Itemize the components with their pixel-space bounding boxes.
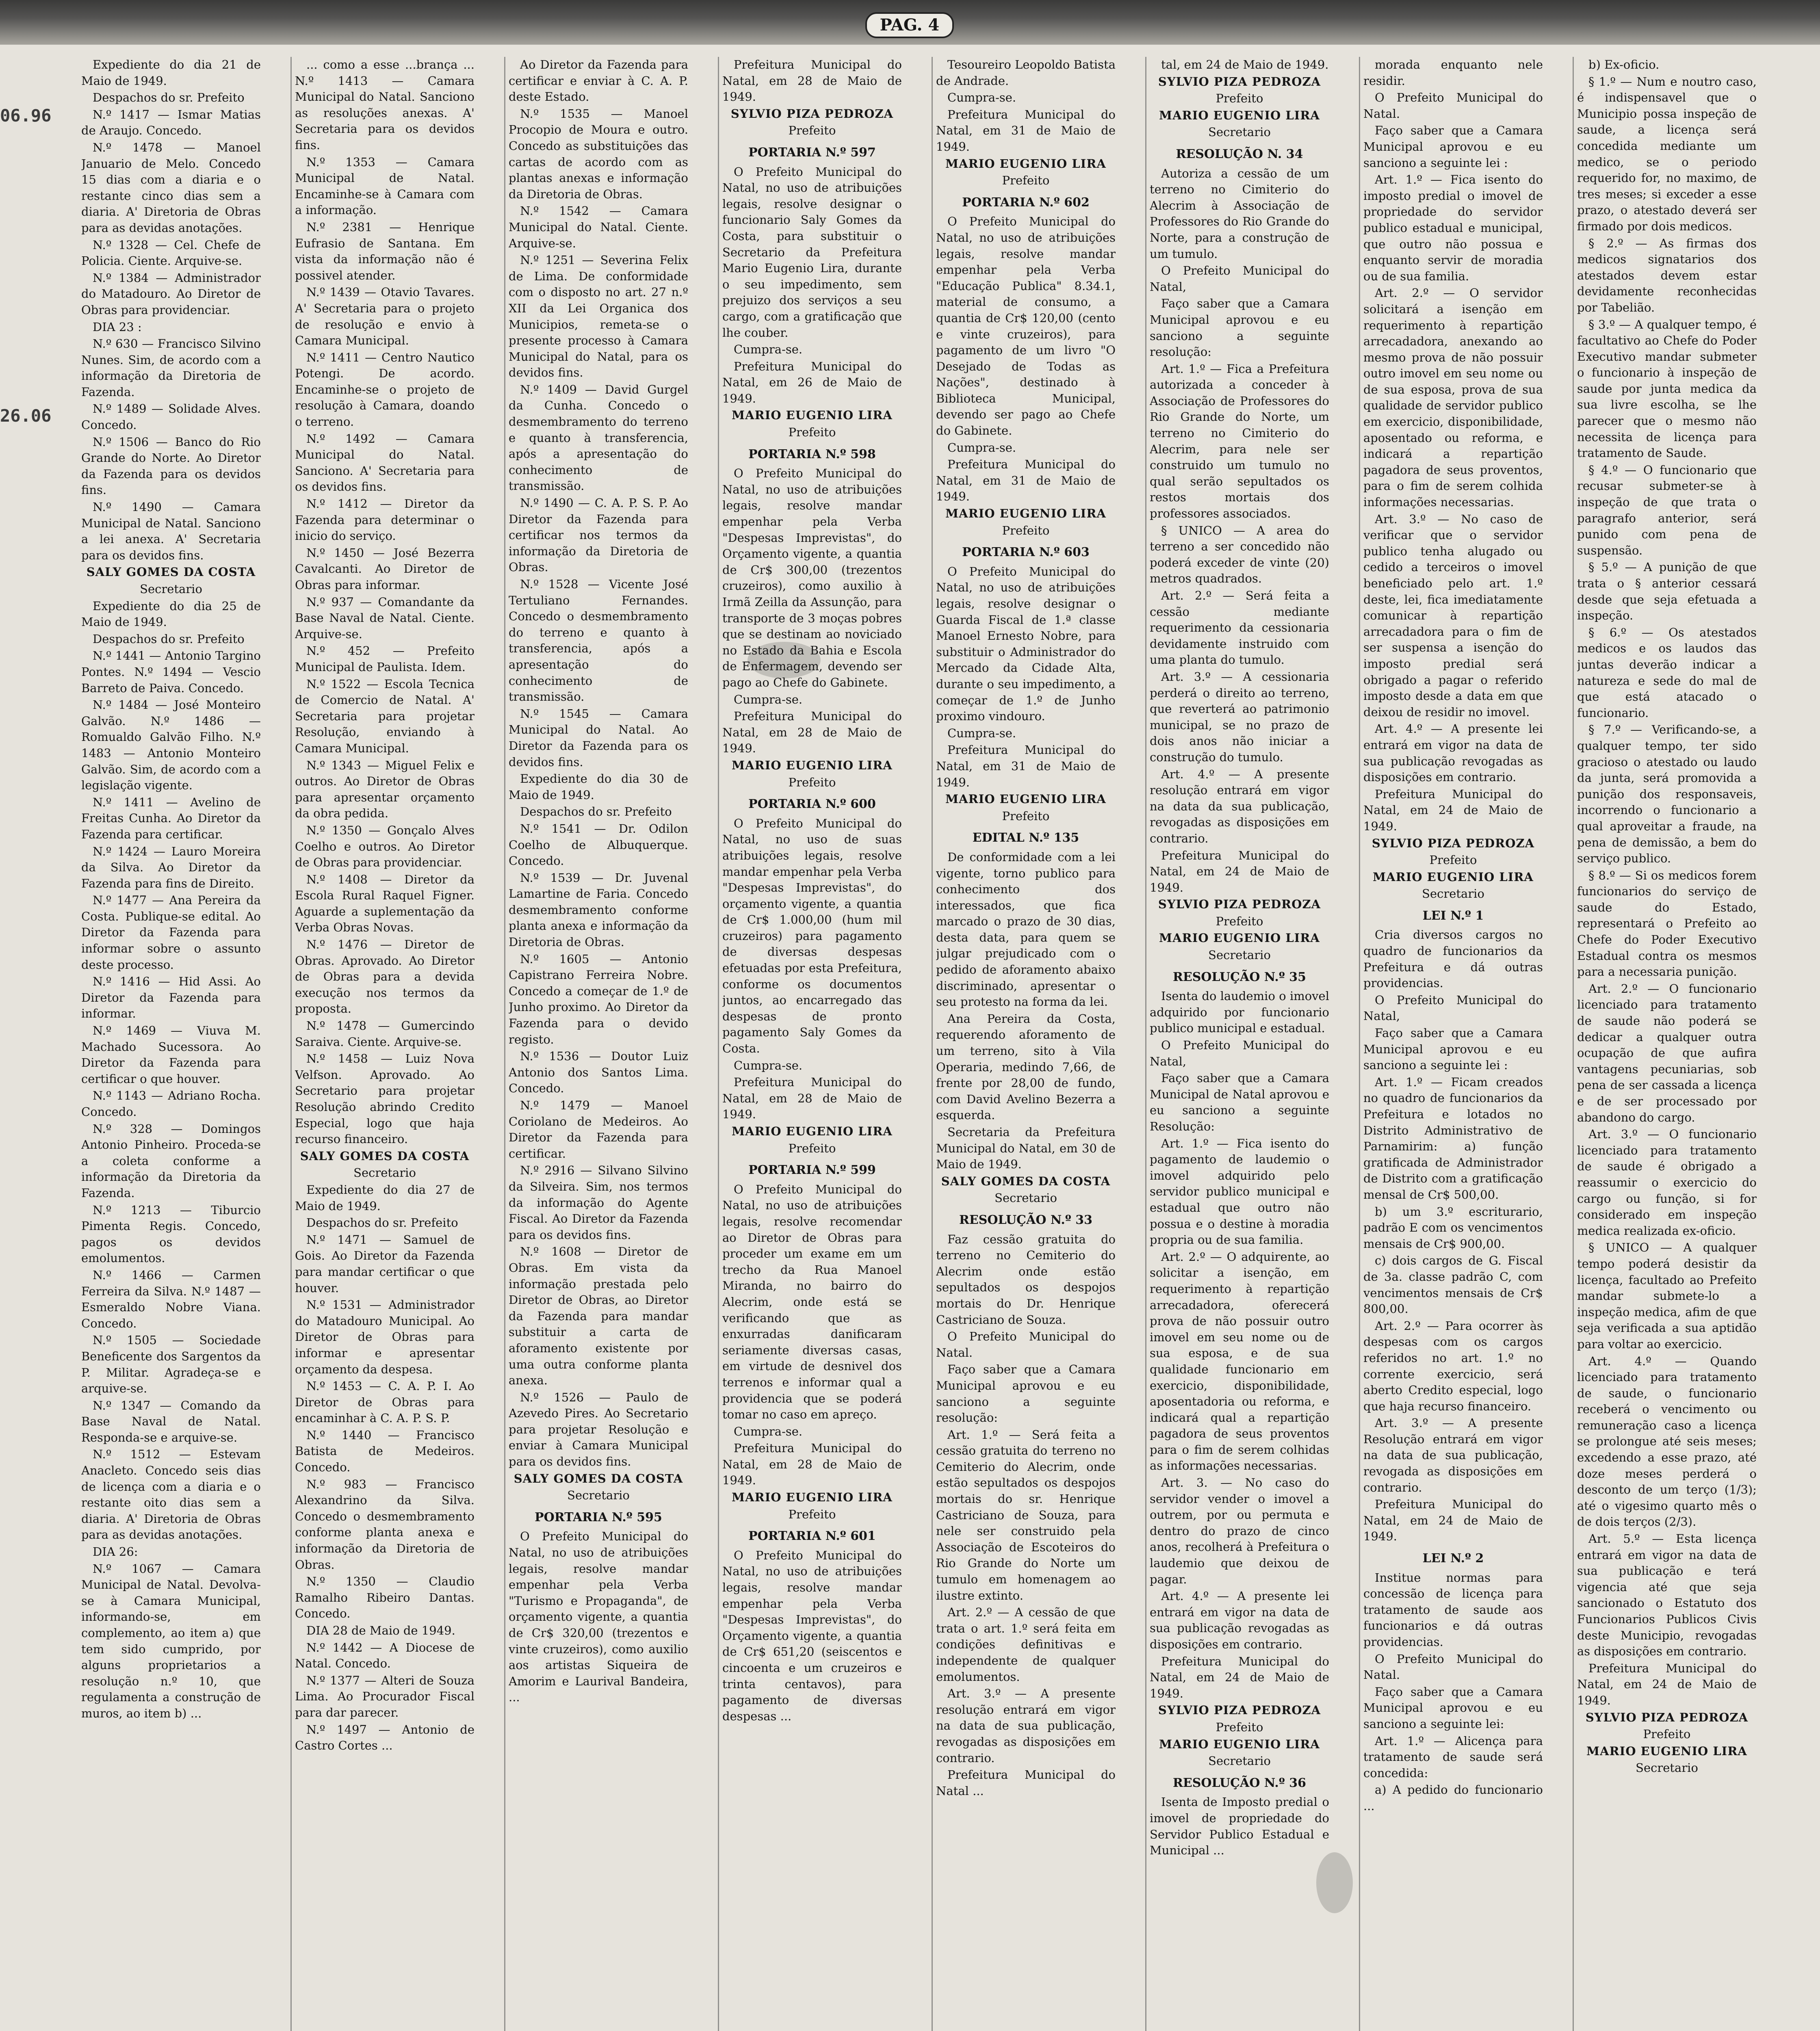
paragraph: Art. 1.º — Ficam creados no quadro de funcionarios da Prefeitura e lotados no Distrito Administrativo de Parnamirim: a) função gratificada de Administrador de Distrito com a gratificação mensal de Cr$ 500,00.: [1363, 1075, 1543, 1202]
paragraph: N.º 1478 — Manoel Januario de Melo. Concedo 15 dias com a diaria e o restante cinco dias sem a diaria. A' Diretoria de Obras para as devidas anotações.: [81, 140, 261, 235]
signature-title: Prefeito: [1429, 853, 1477, 867]
paragraph: DIA 26:: [93, 1545, 138, 1559]
paragraph: Prefeitura Municipal do Natal, em 31 de Maio de 1949.: [936, 457, 1116, 504]
signature-title: Prefeito: [1216, 1720, 1263, 1734]
paragraph: O Prefeito Municipal do Natal, no uso de atribuições legais, resolve mandar empenhar pela Verba "Despesas Imprevistas", do Orçamento vigente, a quantia de Cr$ 300,00 (trezentos cruzeiros), como auxilio à Irmã Zeilla da Assunção, para transporte de 3 moças pobres que se destinam ao noviciado no Estado da Bahia e Escola de Enfermagem, devendo ser pago ao Chefe do Gabinete.: [722, 466, 902, 689]
paragraph: Despachos do sr. Prefeito: [93, 632, 245, 646]
paragraph: N.º 1458 — Luiz Nova Velfson. Aprovado. Ao Secretario para projetar Resolução abrindo Credito Especial, logo que haja recurso financeiro.: [295, 1052, 474, 1146]
paragraph: N.º 1408 — Diretor da Escola Rural Raquel Figner. Aguarde a suplementação da Verba Obras Novas.: [295, 872, 474, 935]
paragraph: § 6.º — Os atestados medicos e os laudos das juntas deverão indicar a natureza e sede do mal de que está atacado o funcionario.: [1577, 625, 1757, 720]
paragraph: N.º 1490 — Camara Municipal de Natal. Sanciono a lei anexa. A' Secretaria para os devidos fins.: [81, 500, 261, 562]
paragraph: N.º 1417 — Ismar Matias de Araujo. Concedo.: [81, 107, 261, 138]
column-6: [1150, 57, 1329, 2031]
paragraph: Art. 3.º — A presente Resolução entrará em vigor na data de sua publicação, revogada as disposições em contrario.: [1363, 1416, 1543, 1494]
column-3: [509, 57, 688, 2031]
column-7: [1363, 57, 1543, 2031]
paragraph: Art. 1.º — Fica isento do pagamento de laudemio o imovel adquirido pelo servidor publico municipal e estadual que outro não possua e o destine à moradia propria ou de sua familia.: [1150, 1136, 1329, 1247]
paragraph: Prefeitura Municipal do Natal, em 24 de Maio de 1949.: [1363, 787, 1543, 833]
paragraph: Art. 4.º — A presente lei entrará em vigor na data de sua publicação revogadas as disposições em contrario.: [1150, 1589, 1329, 1651]
paragraph: Prefeitura Municipal do Natal, em 28 de Maio de 1949.: [722, 1075, 902, 1122]
signature-title: Secretario: [1208, 1754, 1271, 1768]
signature-name: SALY GOMES DA COSTA: [514, 1471, 683, 1485]
signature-name: SYLVIO PIZA PEDROZA: [1372, 836, 1535, 850]
signature-name: MARIO EUGENIO LIRA: [945, 507, 1106, 521]
section-heading: RESOLUÇÃO N.º 33: [959, 1213, 1093, 1227]
section-heading: PORTARIA N.º 603: [962, 545, 1090, 560]
paragraph: Cumpra-se.: [947, 91, 1016, 105]
paragraph: O Prefeito Municipal do Natal,: [1150, 264, 1329, 294]
signature-title: Prefeito: [1216, 91, 1263, 106]
paragraph: O Prefeito Municipal do Natal.: [1363, 1652, 1543, 1682]
paragraph: De conformidade com a lei vigente, torno publico para conhecimento dos interessados, que fica marcado o prazo de 30 dias, desta data, para quem se julgar prejudicado com o pedido de aforamento abaixo discriminado, apresentar o seu protesto na forma da lei.: [936, 850, 1116, 1009]
section-heading: PORTARIA N.º 595: [535, 1510, 662, 1524]
signature-title: Secretario: [567, 1488, 630, 1503]
paragraph: N.º 1350 — Gonçalo Alves Coelho e outros. Ao Diretor de Obras para providenciar.: [295, 823, 474, 870]
paragraph: O Prefeito Municipal do Natal, no uso de suas atribuições legais, resolve mandar empenhar pela Verba "Despesas Imprevistas", do orçamento vigente, a quantia de Cr$ 1.000,00 (hum mil cruzeiros) para pagamento de diversas despesas efetuadas por esta Prefeitura, conforme os documentos juntos, ao encarregado das despesas de pronto pagamento Saly Gomes da Costa.: [722, 816, 902, 1056]
paragraph: N.º 1350 — Claudio Ramalho Ribeiro Dantas. Concedo.: [295, 1574, 474, 1621]
paragraph: N.º 1608 — Diretor de Obras. Em vista da informação prestada pelo Diretor de Obras, ao Diretor da Fazenda para mandar substituir a carta de aforamento existente por uma outra conforme planta anexa.: [509, 1245, 688, 1388]
paragraph: ... como a esse ...brança ... N.º 1413 — Camara Municipal do Natal. Sanciono as resoluções anexas. A' Secretaria para os devidos fins.: [295, 58, 474, 152]
paragraph: N.º 1476 — Diretor de Obras. Aprovado. Ao Diretor de Obras para a devida execução nos termos da proposta.: [295, 938, 474, 1016]
signature-title: Prefeito: [788, 123, 836, 138]
paragraph: N.º 452 — Prefeito Municipal de Paulista. Idem.: [295, 644, 474, 674]
paragraph: Expediente do dia 30 de Maio de 1949.: [509, 772, 688, 802]
signature-title: Prefeito: [1216, 914, 1263, 928]
section-heading: RESOLUÇÃO N.º 35: [1172, 970, 1306, 984]
paragraph: Art. 4.º — A presente lei entrará em vigor na data de sua publicação revogadas as disposições em contrario.: [1363, 722, 1543, 784]
paragraph: Art. 3.º — No caso de verificar que o servidor publico tenha alugado ou cedido a terceiros o imovel beneficiado pelo art. 1.º deste, lei, fica imediatamente comunicar à repartição arrecadadora para o fim de ser suspensa a isenção do imposto predial será obrigado a pagar o referido imposto desde a data em que deixou de residir no imovel.: [1363, 512, 1543, 719]
signature-title: Prefeito: [788, 775, 836, 789]
paragraph: N.º 1484 — José Monteiro Galvão. N.º 1486 — Romualdo Galvão Filho. N.º 1483 — Antonio Monteiro Galvão. Sim, de acordo com a legislação vigente.: [81, 698, 261, 792]
signature-title: Prefeito: [1002, 809, 1050, 823]
column-5: [936, 57, 1116, 2031]
paragraph: Institue normas para concessão de licença para tratamento de saude aos funcionarios e dá outras providencias.: [1363, 1570, 1543, 1649]
column-rule: [932, 57, 933, 2031]
signature-name: MARIO EUGENIO LIRA: [1373, 870, 1534, 884]
paragraph: Art. 2.º — O adquirente, ao solicitar a isenção, em requerimento à repartição arrecadadora, oferecerá prova de não possuir outro imovel em seu nome ou de sua esposa, e de sua qualidade funcionario em exercicio, disponibilidade, aposentadoria ou reforma, e indicará qual a repartição pagadora de seus proventos para o fim de serem colhidas as informações necessarias.: [1150, 1249, 1329, 1473]
paragraph: N.º 1522 — Escola Tecnica de Comercio de Natal. A' Secretaria para projetar Resolução, enviando à Camara Municipal.: [295, 677, 474, 755]
paragraph: N.º 1490 — C. A. P. S. P. Ao Diretor da Fazenda para certificar nos termos da informação da Diretoria de Obras.: [509, 496, 688, 574]
paragraph: N.º 630 — Francisco Silvino Nunes. Sim, de acordo com a informação da Diretoria de Fazenda.: [81, 337, 261, 399]
paragraph: Art. 2.º — Para ocorrer às despesas com os cargos referidos no art. 1.º no corrente exercicio, será aberto Credito especial, logo que haja recurso financeiro.: [1363, 1319, 1543, 1413]
paragraph: N.º 2916 — Silvano Silvino da Silveira. Sim, nos termos da informação do Agente Fiscal. Ao Diretor da Fazenda para os devidos fins.: [509, 1163, 688, 1242]
paragraph: Prefeitura Municipal do Natal, em 24 de Maio de 1949.: [1363, 1497, 1543, 1544]
signature-title: Prefeito: [1002, 173, 1050, 188]
paragraph: N.º 1497 — Antonio de Castro Cortes ...: [295, 1722, 474, 1753]
paragraph: N.º 1424 — Lauro Moreira da Silva. Ao Diretor da Fazenda para fins de Direito.: [81, 844, 261, 890]
signature-title: Secretario: [140, 582, 202, 596]
paragraph: Art. 2.º — Será feita a cessão mediante requerimento da cessionaria devidamente instruido com uma planta do tumulo.: [1150, 589, 1329, 667]
paragraph: N.º 1251 — Severina Felix de Lima. De conformidade com o disposto no art. 27 n.º XII da Lei Organica dos Municipios, remeta-se o presente processo à Camara Municipal do Natal, para os devidos fins.: [509, 253, 688, 380]
paragraph: Faz cessão gratuita do terreno no Cemiterio do Alecrim onde estão sepultados os despojos mortais do Dr. Henrique Castriciano de Souza.: [936, 1232, 1116, 1327]
paragraph: § UNICO — A qualquer tempo poderá desistir da licença, facultado ao Prefeito mandar submete-lo a inspeção medica, afim de que seja verificada a sua aptidão para voltar ao exercicio.: [1577, 1241, 1757, 1351]
paragraph: Prefeitura Municipal do Natal, em 28 de Maio de 1949.: [722, 1441, 902, 1488]
paragraph: N.º 1505 — Sociedade Beneficente dos Sargentos da P. Militar. Agradeça-se e arquive-se.: [81, 1333, 261, 1396]
signature-name: SYLVIO PIZA PEDROZA: [730, 106, 894, 121]
paragraph: N.º 1605 — Antonio Capistrano Ferreira Nobre. Concedo a começar de 1.º de Junho proximo. Ao Diretor da Fazenda para o devido registo.: [509, 952, 688, 1046]
paragraph: N.º 1377 — Alteri de Souza Lima. Ao Procurador Fiscal para dar parecer.: [295, 1673, 474, 1719]
page-number-badge: PAG. 4: [865, 12, 954, 38]
signature-title: Secretario: [353, 1166, 416, 1180]
paragraph: Prefeitura Municipal do Natal, em 26 de Maio de 1949.: [722, 359, 902, 405]
paragraph: Prefeitura Municipal do Natal ...: [936, 1768, 1116, 1798]
paragraph: N.º 1440 — Francisco Batista de Medeiros. Concedo.: [295, 1428, 474, 1475]
section-heading: LEI N.º 1: [1422, 908, 1484, 923]
paragraph: Prefeitura Municipal do Natal, em 24 de Maio de 1949.: [1577, 1661, 1757, 1707]
section-heading: EDITAL N.º 135: [972, 831, 1079, 845]
paragraph: N.º 1412 — Diretor da Fazenda para determinar o inicio do serviço.: [295, 497, 474, 543]
paragraph: O Prefeito Municipal do Natal, no uso de atribuições legais, resolve mandar empenhar pela Verba "Educação Publica" 8.34.1, material de consumo, a quantia de Cr$ 120,00 (cento e vinte cruzeiros), para pagamento de um livro "O Desejado de Todas as Nações", destinado à Biblioteca Municipal, devendo ser pago ao Chefe do Gabinete.: [936, 214, 1116, 438]
paragraph: Cumpra-se.: [734, 1424, 803, 1438]
paragraph: Cumpra-se.: [734, 692, 803, 706]
margin-mark: 26.06: [0, 406, 52, 426]
paragraph: N.º 1528 — Vicente José Tertuliano Fernandes. Concedo o desmembramento do terreno e quanto à transferencia, após a apresentação do conhecimento de transmissão.: [509, 577, 688, 704]
paragraph: Despachos do sr. Prefeito: [520, 805, 672, 819]
paragraph: N.º 1143 — Adriano Rocha. Concedo.: [81, 1089, 261, 1119]
paragraph: Art. 4.º — A presente resolução entrará em vigor na data da sua publicação, revogadas as disposições em contrario.: [1150, 767, 1329, 845]
paragraph: N.º 1469 — Viuva M. Machado Sucessora. Ao Diretor da Fazenda para certificar o que houver.: [81, 1024, 261, 1086]
signature-name: MARIO EUGENIO LIRA: [1159, 931, 1320, 945]
paragraph: b) Ex-oficio.: [1588, 58, 1660, 71]
paragraph: Art. 1.º — Alicença para tratamento de saude será concedida:: [1363, 1734, 1543, 1780]
column-4: [722, 57, 902, 2031]
paragraph: Art. 4.º — Quando licenciado para tratamento de saude, o funcionario receberá o vencimento ou remuneração caso a licença se prolongue até seis meses; excedendo a esse prazo, até doze meses perderá o desconto de um terço (1/3); até o vigesimo quarto mês o de dois terços (2/3).: [1577, 1354, 1757, 1529]
signature-name: SYLVIO PIZA PEDROZA: [1158, 74, 1321, 89]
signature-name: MARIO EUGENIO LIRA: [1586, 1744, 1747, 1758]
paragraph: § UNICO — A area do terreno a ser concedido não poderá exceder de vinte (20) metros quadrados.: [1150, 523, 1329, 586]
section-heading: RESOLUÇÃO N.º 36: [1172, 1776, 1306, 1790]
paragraph: Art. 3.º — A cessionaria perderá o direito ao terreno, que reverterá ao patrimonio municipal, se no prazo de dois anos não iniciar a construção do tumulo.: [1150, 669, 1329, 764]
paragraph: N.º 1453 — C. A. P. I. Ao Diretor de Obras para encaminhar à C. A. P. S. P.: [295, 1379, 474, 1425]
section-heading: PORTARIA N.º 600: [748, 797, 876, 812]
section-heading: PORTARIA N.º 598: [748, 447, 876, 461]
signature-title: Prefeito: [788, 1141, 836, 1155]
paragraph: N.º 1479 — Manoel Coriolano de Medeiros. Ao Diretor da Fazenda para certificar.: [509, 1098, 688, 1161]
paragraph: Art. 3.º — O funcionario licenciado para tratamento de saude é obrigado a reassumir o exercicio do cargo ou função, si for considerado em inspeção medica realizada ex-oficio.: [1577, 1127, 1757, 1238]
signature-name: MARIO EUGENIO LIRA: [1159, 108, 1320, 122]
paragraph: § 5.º — A punição de que trata o § anterior cessará desde que seja efetuada a inspeção.: [1577, 560, 1757, 623]
paragraph: N.º 1328 — Cel. Chefe de Policia. Ciente. Arquive-se.: [81, 238, 261, 268]
paragraph: Art. 2.º — O servidor solicitará a isenção em requerimento à repartição arrecadadora, anexando ao mesmo prova de não possuir outro imovel em seu nome ou de sua esposa, prova de sua qualidade de servidor publico em exercicio, disponibilidade, aposentado ou reforma, e indicará a repartição pagadora de seus proventos, para o fim de serem colhida informações necessarias.: [1363, 286, 1543, 509]
signature-name: MARIO EUGENIO LIRA: [945, 792, 1106, 806]
signature-name: SYLVIO PIZA PEDROZA: [1158, 897, 1321, 912]
paragraph: O Prefeito Municipal do Natal, no uso de atribuições legais, resolve mandar empenhar pela Verba "Turismo e Propaganda", de orçamento vigente, a quantia de Cr$ 320,00 (trezentos e vinte cruzeiros), como auxilio aos artistas Siqueira de Amorim e Laurival Bandeira, ...: [509, 1529, 688, 1704]
paragraph: Faço saber que a Camara Municipal de Natal aprovou e eu sanciono a seguinte Resolução:: [1150, 1071, 1329, 1133]
paragraph: Prefeitura Municipal do Natal, em 24 de Maio de 1949.: [1150, 848, 1329, 894]
paragraph: N.º 1471 — Samuel de Gois. Ao Diretor da Fazenda para mandar certificar o que houver.: [295, 1232, 474, 1295]
paragraph: Cumpra-se.: [947, 440, 1016, 455]
paragraph: O Prefeito Municipal do Natal,: [1150, 1038, 1329, 1068]
paragraph: N.º 1411 — Avelino de Freitas Cunha. Ao Diretor da Fazenda para certificar.: [81, 795, 261, 841]
paragraph: N.º 1492 — Camara Municipal do Natal. Sanciono. A' Secretaria para os devidos fins.: [295, 431, 474, 494]
paragraph: Faço saber que a Camara Municipal aprovou e eu sanciono a seguinte resolução:: [1150, 297, 1329, 359]
paragraph: N.º 1535 — Manoel Procopio de Moura e outro. Concedo as substituições das cartas de acordo com as plantas anexas e informação da Diretoria de Obras.: [509, 106, 688, 201]
paragraph: Cumpra-se.: [947, 726, 1016, 740]
paragraph: Despachos do sr. Prefeito: [306, 1216, 458, 1230]
signature-name: MARIO EUGENIO LIRA: [1159, 1737, 1320, 1751]
column-rule: [290, 57, 292, 2031]
signature-name: SYLVIO PIZA PEDROZA: [1585, 1710, 1748, 1724]
paragraph: Faço saber que a Camara Municipal aprovou e eu sanciono a seguinte lei:: [1363, 1685, 1543, 1731]
paragraph: Secretaria da Prefeitura Municipal do Natal, em 30 de Maio de 1949.: [936, 1125, 1116, 1171]
paragraph: Prefeitura Municipal do Natal, em 28 de Maio de 1949.: [722, 58, 902, 104]
signature-name: MARIO EUGENIO LIRA: [732, 1490, 893, 1505]
column-rule: [1145, 57, 1146, 2031]
paragraph: Art. 1.º — Fica isento do imposto predial o imovel de propriedade do servidor publico estadual e municipal, que outro não possua e enquanto servir de moradia ou de sua familia.: [1363, 173, 1543, 283]
section-heading: LEI N.º 2: [1422, 1551, 1484, 1566]
paragraph: N.º 1526 — Paulo de Azevedo Pires. Ao Secretario para projetar Resolução e enviar à Camara Municipal para os devidos fins.: [509, 1390, 688, 1469]
paragraph: N.º 1384 — Administrador do Matadouro. Ao Diretor de Obras para providenciar.: [81, 271, 261, 317]
paragraph: tal, em 24 de Maio de 1949.: [1161, 58, 1329, 71]
signature-title: Prefeito: [788, 1507, 836, 1521]
paragraph: N.º 328 — Domingos Antonio Pinheiro. Proceda-se a coleta conforme a informação da Diretoria da Fazenda.: [81, 1122, 261, 1200]
paragraph: N.º 937 — Comandante da Base Naval de Natal. Ciente. Arquive-se.: [295, 595, 474, 641]
paragraph: O Prefeito Municipal do Natal, no uso de atribuições legais, resolve designar o Guarda Fiscal de 1.ª classe Manoel Ernesto Nobre, para substituir o Administrador do Mercado da Cidade Alta, durante o seu impedimento, a começar de 1.º de Junho proximo vindouro.: [936, 564, 1116, 723]
paragraph: Expediente do dia 21 de Maio de 1949.: [81, 58, 261, 88]
paragraph: Isenta do laudemio o imovel adquirido por funcionario publico municipal e estadual.: [1150, 989, 1329, 1035]
column-1: [81, 57, 261, 2031]
paragraph: O Prefeito Municipal do Natal, no uso de atribuições legais, resolve mandar empenhar pela Verba "Despesas Imprevistas", do Orçamento vigente, a quantia de Cr$ 651,20 (seiscentos e cincoenta e um cruzeiros e trinta centavos), para pagamento de diversas despesas ...: [722, 1548, 902, 1723]
section-heading: PORTARIA N.º 601: [748, 1529, 876, 1544]
signature-title: Prefeito: [1643, 1727, 1691, 1741]
section-heading: RESOLUÇÃO N. 34: [1176, 147, 1303, 161]
signature-name: MARIO EUGENIO LIRA: [732, 758, 893, 772]
column-rule: [1359, 57, 1360, 2031]
paragraph: DIA 23 :: [93, 320, 142, 334]
paragraph: Prefeitura Municipal do Natal, em 24 de Maio de 1949.: [1150, 1654, 1329, 1700]
paragraph: c) dois cargos de G. Fiscal de 3a. classe padrão C, com vencimentos mensais de Cr$ 800,00.: [1363, 1254, 1543, 1316]
signature-title: Prefeito: [788, 425, 836, 440]
paragraph: Cumpra-se.: [734, 1058, 803, 1072]
paragraph: N.º 1539 — Dr. Juvenal Lamartine de Faria. Concedo desmembramento conforme planta anexa e informação da Diretoria de Obras.: [509, 870, 688, 949]
paragraph: O Prefeito Municipal do Natal.: [936, 1329, 1116, 1360]
signature-name: SALY GOMES DA COSTA: [300, 1149, 470, 1163]
paragraph: N.º 1450 — José Bezerra Cavalcanti. Ao Diretor de Obras para informar.: [295, 546, 474, 592]
paragraph: N.º 1477 — Ana Pereira da Costa. Publique-se edital. Ao Diretor da Fazenda para informar sobre o assunto deste processo.: [81, 893, 261, 972]
paragraph: Faço saber que a Camara Municipal aprovou e eu sanciono a seguinte lei :: [1363, 1026, 1543, 1072]
paragraph: Tesoureiro Leopoldo Batista de Andrade.: [936, 58, 1116, 88]
paragraph: DIA 28 de Maio de 1949.: [306, 1624, 455, 1637]
paragraph: Art. 2.º — A cessão de que trata o art. 1.º será feita em condições definitivas e independente de qualquer emolumentos.: [936, 1605, 1116, 1684]
paragraph: N.º 1439 — Otavio Tavares. A' Secretaria para o projeto de resolução e envio à Camara Municipal.: [295, 285, 474, 348]
paragraph: Expediente do dia 27 de Maio de 1949.: [295, 1182, 474, 1213]
paragraph: § 3.º — A qualquer tempo, é facultativo ao Chefe do Poder Executivo mandar submeter o funcionario à inspeção de saude por junta medica da sua livre escolha, se lhe parecer que o mesmo não necessita de licença para tratamento de Saude.: [1577, 317, 1757, 460]
paragraph: N.º 1536 — Doutor Luiz Antonio dos Santos Lima. Concedo.: [509, 1049, 688, 1096]
paragraph: morada enquanto nele residir.: [1363, 58, 1543, 88]
margin-marks: [0, 106, 73, 706]
signature-name: MARIO EUGENIO LIRA: [732, 1124, 893, 1138]
paragraph: Art. 2.º — O funcionario licenciado para tratamento de saude não poderá se dedicar a qualquer outra ocupação de que aufira vantagens pecuniarias, sob pena de ser cassada a licença e de ser processado por abandono do cargo.: [1577, 981, 1757, 1124]
section-heading: PORTARIA N.º 602: [962, 195, 1090, 210]
paragraph: N.º 1416 — Hid Assi. Ao Diretor da Fazenda para informar.: [81, 974, 261, 1021]
column-rule: [504, 57, 505, 2031]
paragraph: N.º 1466 — Carmen Ferreira da Silva. N.º 1487 — Esmeraldo Nobre Viana. Concedo.: [81, 1268, 261, 1330]
signature-name: MARIO EUGENIO LIRA: [732, 408, 893, 422]
signature-title: Secretario: [1422, 887, 1484, 901]
paragraph: § 8.º — Si os medicos forem funcionarios do serviço de saude do Estado, representará o Prefeito ao Chefe do Poder Executivo Estadual contra os mesmos para a necessaria punição.: [1577, 868, 1757, 979]
paragraph: Art. 5.º — Esta licença entrará em vigor na data de sua publicação e terá vigencia até que seja sancionado o Estatuto dos Funcionarios Publicos Civis deste Municipio, revogadas as disposições em contrario.: [1577, 1532, 1757, 1659]
signature-title: Secretario: [994, 1191, 1057, 1205]
paragraph: N.º 1347 — Comando da Base Naval de Natal. Responda-se e arquive-se.: [81, 1398, 261, 1444]
paragraph: a) A pedido do funcionario ...: [1363, 1783, 1543, 1813]
paragraph: N.º 1213 — Tiburcio Pimenta Regis. Concedo, pagos os devidos emolumentos.: [81, 1203, 261, 1265]
section-heading: PORTARIA N.º 597: [748, 145, 876, 160]
signature-name: MARIO EUGENIO LIRA: [945, 156, 1106, 171]
paragraph: Ana Pereira da Costa, requerendo aforamento de um terreno, sito à Vila Operaria, medindo 7,66, de frente por 28,00 de fundo, com David Avelino Bezerra a esquerda.: [936, 1011, 1116, 1122]
paragraph: N.º 1489 — Solidade Alves. Concedo.: [81, 402, 261, 432]
paragraph: Ao Diretor da Fazenda para certificar e enviar à C. A. P. deste Estado.: [509, 58, 688, 104]
column-8: [1577, 57, 1757, 2031]
signature-title: Prefeito: [1002, 523, 1050, 537]
paragraph: Cumpra-se.: [734, 342, 803, 357]
paragraph: Art. 1.º — Fica a Prefeitura autorizada a conceder à Associação de Professores do Rio Grande do Norte, um terreno no Cimiterio do Alecrim, para nele ser construido um tumulo no qual serão sepultados os restos mortais dos professores associados.: [1150, 362, 1329, 521]
paragraph: N.º 1545 — Camara Municipal do Natal. Ao Diretor da Fazenda para os devidos fins.: [509, 706, 688, 769]
paragraph: Isenta de Imposto predial o imovel de propriedade do Servidor Publico Estadual e Municipal ...: [1150, 1795, 1329, 1858]
paragraph: N.º 2381 — Henrique Eufrasio de Santana. Em vista da informação não é possivel atender.: [295, 220, 474, 282]
paragraph: N.º 1353 — Camara Municipal de Natal. Encaminhe-se à Camara com a informação.: [295, 155, 474, 217]
signature-name: SALY GOMES DA COSTA: [86, 565, 256, 579]
paragraph: N.º 1441 — Antonio Targino Pontes. N.º 1494 — Vescio Barreto de Paiva. Concedo.: [81, 649, 261, 695]
paragraph: Expediente do dia 25 de Maio de 1949.: [81, 599, 261, 629]
section-heading: PORTARIA N.º 599: [748, 1163, 876, 1178]
paragraph: Prefeitura Municipal do Natal, em 31 de Maio de 1949.: [936, 107, 1116, 154]
column-2: [295, 57, 474, 2031]
paragraph: N.º 1531 — Administrador do Matadouro Municipal. Ao Diretor de Obras para informar e apresentar orçamento da despesa.: [295, 1298, 474, 1376]
paragraph: N.º 1542 — Camara Municipal do Natal. Ciente. Arquive-se.: [509, 204, 688, 250]
paragraph: O Prefeito Municipal do Natal, no uso de atribuições legais, resolve recomendar ao Diretor de Obras para proceder um exame em um trecho da Rua Manoel Miranda, no bairro do Alecrim, onde está se verificando que as enxurradas danificaram seriamente diversas casas, em virtude de desnivel dos terrenos e informar qual a providencia que se poderá tomar no caso em apreço.: [722, 1182, 902, 1422]
paragraph: § 4.º — O funcionario que recusar submeter-se à inspeção de que trata o paragrafo anterior, será punido com pena de suspensão.: [1577, 463, 1757, 557]
paragraph: Faço saber que a Camara Municipal aprovou e eu sanciono a seguinte lei :: [1363, 123, 1543, 170]
paragraph: N.º 1343 — Miguel Felix e outros. Ao Diretor de Obras para apresentar orçamento da obra pedida.: [295, 758, 474, 821]
signature-title: Secretario: [1636, 1761, 1698, 1775]
paragraph: Autoriza a cessão de um terreno no Cimiterio do Alecrim à Associação de Professores do Rio Grande do Norte, para a construção de um tumulo.: [1150, 166, 1329, 261]
paragraph: N.º 1478 — Gumercindo Saraiva. Ciente. Arquive-se.: [295, 1019, 474, 1049]
paragraph: N.º 1409 — David Gurgel da Cunha. Concedo o desmembramento do terreno e quanto à transferencia, após a apresentação do conhecimento de transmissão.: [509, 382, 688, 493]
margin-mark: 06.96: [0, 106, 52, 126]
paragraph: Cria diversos cargos no quadro de funcionarios da Prefeitura e dá outras providencias.: [1363, 928, 1543, 990]
paragraph: O Prefeito Municipal do Natal.: [1363, 91, 1543, 121]
paragraph: N.º 983 — Francisco Alexandrino da Silva. Concedo o desmembramento conforme planta anexa e informação da Diretoria de Obras.: [295, 1477, 474, 1572]
paragraph: § 7.º — Verificando-se, a qualquer tempo, ter sido gracioso o atestado ou laudo da junta, será promovida a punição dos responsaveis, incorrendo o funcionario a qual aproveitar a fraude, na pena de demissão, a bem do serviço publico.: [1577, 723, 1757, 866]
paragraph: Art. 3.º — A presente resolução entrará em vigor na data de sua publicação, revogadas as disposições em contrario.: [936, 1687, 1116, 1765]
paragraph: O Prefeito Municipal do Natal, no uso de atribuições legais, resolve designar o funcionario Saly Gomes da Costa, para substituir o Secretario da Prefeitura Mario Eugenio Lira, durante o seu impedimento, sem prejuizo dos serviços a seu cargo, com a gratificação que lhe couber.: [722, 165, 902, 340]
paragraph: Faço saber que a Camara Municipal aprovou e eu sanciono a seguinte resolução:: [936, 1362, 1116, 1425]
paragraph: N.º 1506 — Banco do Rio Grande do Norte. Ao Diretor da Fazenda para os devidos fins.: [81, 435, 261, 497]
paragraph: N.º 1442 — A Diocese de Natal. Concedo.: [295, 1640, 474, 1671]
signature-name: SYLVIO PIZA PEDROZA: [1158, 1703, 1321, 1717]
paragraph: Prefeitura Municipal do Natal, em 31 de Maio de 1949.: [936, 743, 1116, 789]
paragraph: N.º 1541 — Dr. Odilon Coelho de Albuquerque. Concedo.: [509, 821, 688, 868]
signature-name: SALY GOMES DA COSTA: [941, 1174, 1111, 1188]
paragraph: N.º 1411 — Centro Nautico Potengi. De acordo. Encaminhe-se o projeto de resolução à Camara, doando o terreno.: [295, 350, 474, 429]
signature-title: Secretario: [1208, 125, 1271, 139]
paragraph: N.º 1512 — Estevam Anacleto. Concedo seis dias de licença com a diaria e o restante oito dias sem a diaria. A' Diretoria de Obras para as devidas anotações.: [81, 1447, 261, 1542]
article-columns: [81, 57, 1796, 2031]
paragraph: § 1.º — Num e noutro caso, é indispensavel que o Municipio possa inspeção de saude, a licença será concedida mediante um medico, se o periodo requerido for, no maximo, de tres meses; si exceder a esse prazo, o atestado deverá ser firmado por dois medicos.: [1577, 74, 1757, 233]
paragraph: b) um 3.º escriturario, padrão E com os vencimentos mensais de Cr$ 900,00.: [1363, 1204, 1543, 1251]
column-rule: [718, 57, 719, 2031]
paragraph: Art. 3. — No caso do servidor vender o imovel a outrem, por ou permuta e dentro do prazo de cinco anos, recolherá à Prefeitura o laudemio que deixou de pagar.: [1150, 1476, 1329, 1586]
signature-title: Secretario: [1208, 948, 1271, 962]
column-rule: [1573, 57, 1574, 2031]
paragraph: N.º 1067 — Camara Municipal de Natal. Devolva-se à Camara Municipal, informando-se, em complemento, ao item a) que tem sido cumprido, por alguns proprietarios a resolução n.º 10, que regulamenta a construção de muros, ao item b) ...: [81, 1561, 261, 1720]
paragraph: O Prefeito Municipal do Natal,: [1363, 993, 1543, 1023]
paragraph: Art. 1.º — Será feita a cessão gratuita do terreno no Cemiterio do Alecrim, onde estão sepultados os despojos mortais do sr. Henrique Castriciano de Souza, para nele ser construido pela Associação de Escoteiros do Rio Grande do Norte um tumulo em homenagem ao ilustre extinto.: [936, 1427, 1116, 1602]
paragraph: Prefeitura Municipal do Natal, em 28 de Maio de 1949.: [722, 709, 902, 756]
paragraph: § 2.º — As firmas dos medicos signatarios dos atestados devem estar devidamente reconhecidas por Tabelião.: [1577, 236, 1757, 314]
paragraph: Despachos do sr. Prefeito: [93, 91, 245, 105]
